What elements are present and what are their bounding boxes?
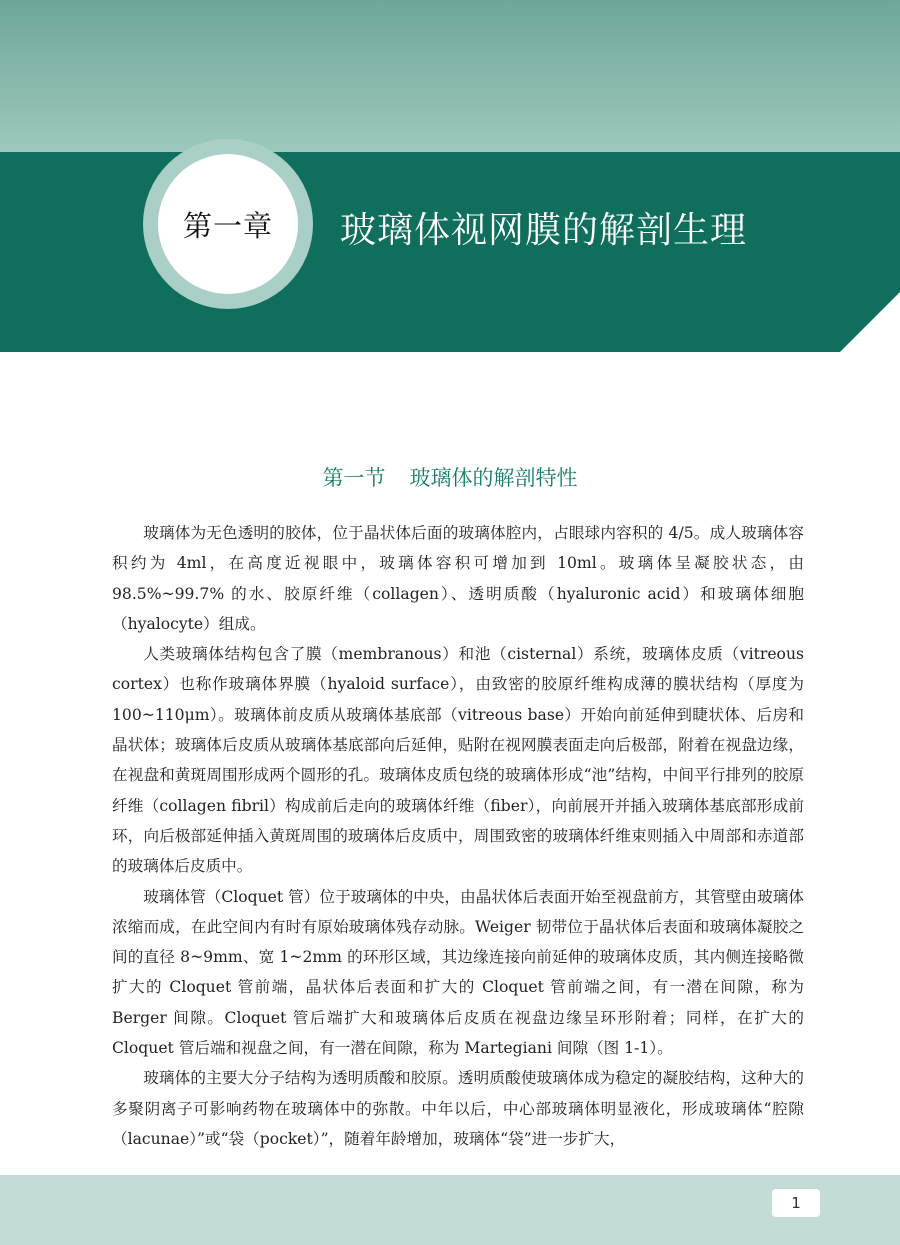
section-title: 玻璃体的解剖特性 bbox=[409, 466, 578, 490]
paragraph: 人类玻璃体结构包含了膜（membranous）和池（cisternal）系统，玻璃体皮质（vitreous cortex）也称作玻璃体界膜（hyaloid surface），由致密的胶原纤维构成薄的膜状结构（厚度为 100~110μm）。玻璃体前皮质从玻璃体基底部（vitreous base）开始向前延伸到睫状体、后房和晶状体；玻璃体后皮质从玻璃体基底部向后延伸，贴附在视网膜表面走向后极部，附着在视盘边缘，在视盘和黄斑周围形成两个圆形的孔。玻璃体皮质包绕的玻璃体形成“池”结构，中间平行排列的胶原纤维（collagen fibril）构成前后走向的玻璃体纤维（fiber），向前展开并插入玻璃体基底部形成前环，向后极部延伸插入黄斑周围的玻璃体后皮质中，周围致密的玻璃体纤维束则插入中周部和赤道部的玻璃体后皮质中。 bbox=[112, 645, 804, 876]
body-text bbox=[112, 518, 804, 1154]
chapter-title: 玻璃体视网膜的解剖生理 bbox=[340, 210, 748, 251]
section-number: 第一节 bbox=[322, 466, 386, 490]
page-number: 1 bbox=[772, 1189, 820, 1217]
paragraph: 玻璃体的主要大分子结构为透明质酸和胶原。透明质酸使玻璃体成为稳定的凝胶结构，这种大的多聚阴离子可影响药物在玻璃体中的弥散。中年以后，中心部玻璃体明显液化，形成玻璃体“腔隙（lacunae）”或“袋（pocket）”，随着年龄增加，玻璃体“袋”进一步扩大， bbox=[112, 1069, 804, 1148]
paragraph: 玻璃体为无色透明的胶体，位于晶状体后面的玻璃体腔内，占眼球内容积的 4/5。成人玻璃体容积约为 4ml，在高度近视眼中，玻璃体容积可增加到 10ml。玻璃体呈凝胶状态，由 98.5%~99.7% 的水、胶原纤维（collagen）、透明质酸（hyaluronic acid）和玻璃体细胞（hyalocyte）组成。 bbox=[112, 524, 804, 633]
paragraph: 玻璃体管（Cloquet 管）位于玻璃体的中央，由晶状体后表面开始至视盘前方，其管壁由玻璃体浓缩而成，在此空间内有时有原始玻璃体残存动脉。Weiger 韧带位于晶状体后表面和玻璃体凝胶之间的直径 8~9mm、宽 1~2mm 的环形区域，其边缘连接向前延伸的玻璃体皮质，其内侧连接略微扩大的 Cloquet 管前端，晶状体后表面和扩大的 Cloquet 管前端之间，有一潜在间隙，称为 Berger 间隙。Cloquet 管后端扩大和玻璃体后皮质在视盘边缘呈环形附着；同样，在扩大的 Cloquet 管后端和视盘之间，有一潜在间隙，称为 Martegiani 间隙（图 1-1）。 bbox=[112, 887, 804, 1058]
chapter-label: 第一章 bbox=[182, 208, 273, 243]
header-top-band bbox=[0, 0, 900, 152]
footer-band bbox=[0, 1175, 900, 1245]
chapter-circle bbox=[158, 154, 298, 294]
section-heading bbox=[0, 462, 900, 492]
